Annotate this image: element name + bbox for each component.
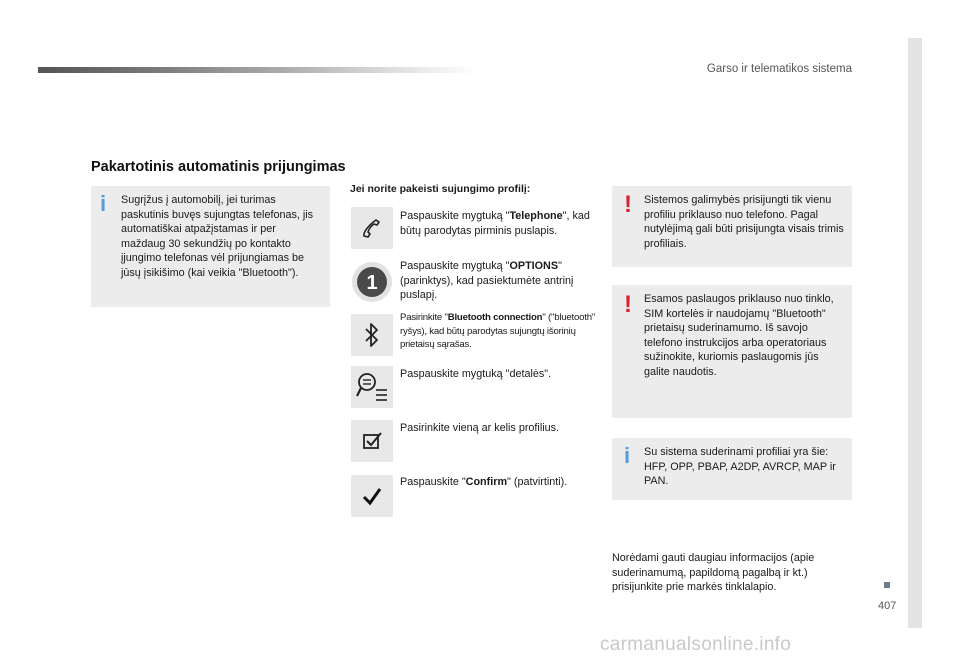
step-options: Paspauskite mygtuką "OPTIONS" (parinktys), kad pasiektumėte antrinį puslapį. [400, 260, 574, 302]
step-details: Paspauskite mygtuką "detalės". [400, 368, 552, 380]
steps-heading: Jei norite pakeisti sujungimo profilį: [350, 183, 531, 195]
warning-text-profiles: Sistemos galimybės prisijungti tik vienu profiliu priklauso nuo telefono. Pagal nutylėjimą gali būti prisijungta visais trimis profiliais. [644, 194, 844, 250]
bluetooth-icon [351, 314, 393, 356]
warning-icon: ! [624, 191, 632, 218]
warning-box-profiles [612, 186, 852, 267]
info-text-compatible-profiles: Su sistema suderinami profiliai yra šie: HFP, OPP, PBAP, A2DP, AVRCP, MAP ir PAN. [644, 446, 836, 488]
info-icon: i [100, 191, 107, 216]
warning-box-services [612, 285, 852, 418]
number-one-icon [351, 261, 393, 303]
left-info-box [91, 186, 330, 307]
watermark: carmanualsonline.info [600, 634, 792, 655]
warning-icon: ! [624, 291, 632, 318]
section-title: Pakartotinis automatinis prijungimas [91, 159, 346, 175]
checkmark-icon [351, 475, 393, 517]
checkbox-icon [351, 420, 393, 462]
step-telephone: Paspauskite mygtuką "Telephone", kad būtų parodytas pirminis puslapis. [400, 210, 590, 237]
details-icon [351, 366, 393, 408]
page-marker [884, 582, 890, 588]
step-confirm: Paspauskite "Confirm" (patvirtinti). [400, 476, 568, 488]
bottom-note: Norėdami gauti daugiau informacijos (apie suderinamumą, papildomą pagalbą ir kt.) prisijunkite prie markės tinklalapio. [612, 552, 815, 594]
number-one-digit: 1 [366, 272, 378, 294]
header-title: Garso ir telematikos sistema [706, 63, 852, 75]
info-icon: i [624, 443, 631, 468]
info-box-compatible-profiles [612, 438, 852, 500]
step-bluetooth: Pasirinkite "Bluetooth connection" ("bluetooth" ryšys), kad būtų parodytas sujungtų išorinių prietaisų sąrašas. [400, 312, 596, 350]
header-gradient-bar [38, 67, 478, 73]
left-info-text: Sugrįžus į automobilį, jei turimas paskutinis buvęs sujungtas telefonas, jis automatiškai atpažįstamas ir per maždaug 30 sekundžių po kontakto įjungimo telefonas vėl prijungiamas be jūsų įsikišimo (kai veikia "Bluetooth"). [121, 194, 314, 279]
page-edge-strip [908, 38, 922, 628]
step-select-profiles: Pasirinkite vieną ar kelis profilius. [400, 422, 560, 434]
warning-text-services: Esamos paslaugos priklauso nuo tinklo, SIM kortelės ir naudojamų "Bluetooth" prietaisų suderinamumo. Iš savojo telefono instrukcijos arba operatoriaus sužinokite, kuriomis paslaugomis jūs galite naudotis. [644, 293, 834, 378]
page-number: 407 [878, 600, 897, 612]
telephone-icon [351, 207, 393, 249]
